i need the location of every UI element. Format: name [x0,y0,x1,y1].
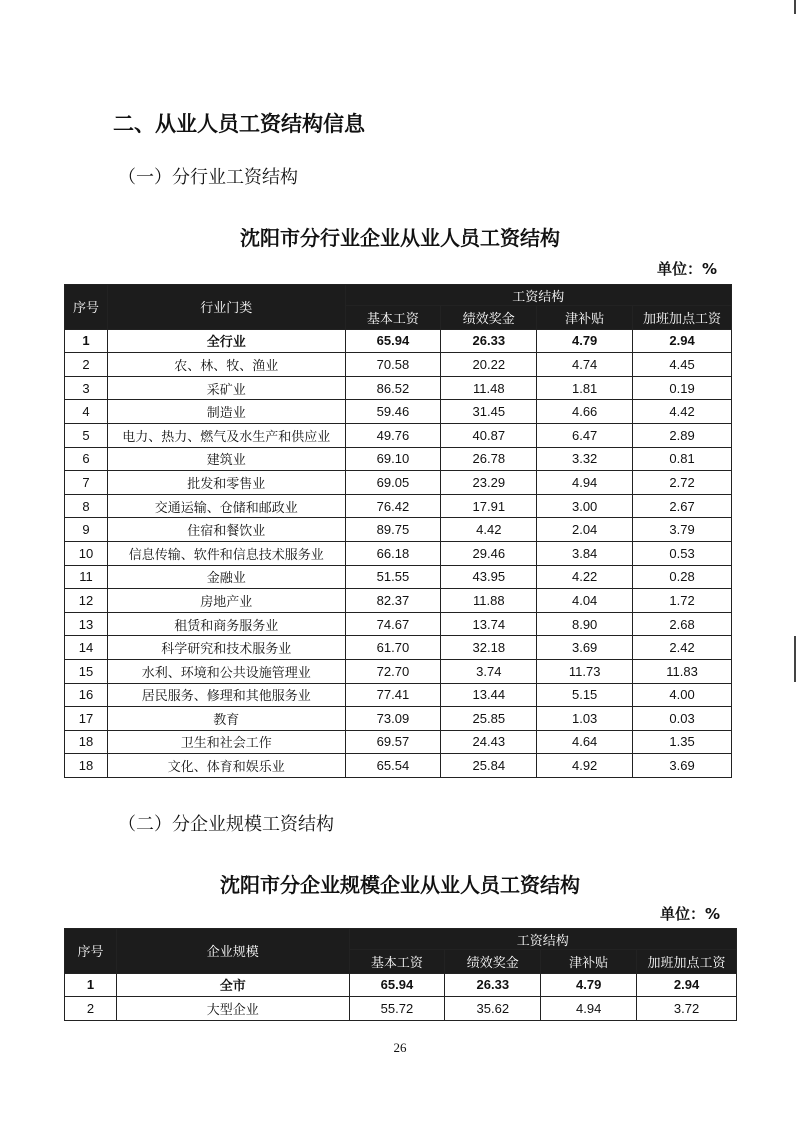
cell-category: 教育 [107,707,345,731]
cell-overtime: 0.28 [633,565,732,589]
cell-bonus: 29.46 [441,541,537,565]
cell-overtime: 0.81 [633,447,732,471]
table-row [65,730,732,754]
header-overtime-pay: 加班加点工资 [637,950,737,974]
cell-category: 电力、热力、燃气及水生产和供应业 [107,423,345,447]
cell-bonus: 4.42 [441,518,537,542]
table-row [65,447,732,471]
table-row [65,400,732,424]
cell-allowance: 4.94 [541,997,637,1021]
cell-basic: 72.70 [345,659,441,683]
cell-bonus: 3.74 [441,659,537,683]
cell-basic: 77.41 [345,683,441,707]
header-wage-structure: 工资结构 [349,929,737,950]
industry-wage-table [64,284,732,778]
cell-bonus: 25.84 [441,754,537,778]
header-wage-structure: 工资结构 [345,285,732,306]
cell-allowance: 4.66 [537,400,633,424]
cell-allowance: 2.04 [537,518,633,542]
cell-category: 居民服务、修理和其他服务业 [107,683,345,707]
cell-bonus: 31.45 [441,400,537,424]
cell-basic: 69.10 [345,447,441,471]
size-table-body [65,973,737,1020]
cell-category: 水利、环境和公共设施管理业 [107,659,345,683]
cell-bonus: 40.87 [441,423,537,447]
cell-bonus: 26.78 [441,447,537,471]
cell-category: 交通运输、仓储和邮政业 [107,494,345,518]
cell-category: 科学研究和技术服务业 [107,636,345,660]
table-row [65,683,732,707]
cell-overtime: 1.35 [633,730,732,754]
cell-seq: 8 [65,494,108,518]
table-row [65,329,732,353]
cell-bonus: 25.85 [441,707,537,731]
cell-seq: 9 [65,518,108,542]
scan-edge-mark [794,0,796,14]
scan-edge-mark [794,636,796,682]
table-row [65,423,732,447]
subsection-industry-heading: （一）分行业工资结构 [118,167,298,188]
header-seq: 序号 [65,929,117,974]
cell-allowance: 6.47 [537,423,633,447]
cell-overtime: 2.94 [633,329,732,353]
cell-bonus: 32.18 [441,636,537,660]
table-row [65,997,737,1021]
cell-category: 大型企业 [116,997,349,1021]
cell-allowance: 4.92 [537,754,633,778]
cell-seq: 2 [65,353,108,377]
cell-basic: 65.94 [345,329,441,353]
cell-seq: 3 [65,376,108,400]
table1-title: 沈阳市分行业企业从业人员工资结构 [240,226,560,250]
cell-basic: 59.46 [345,400,441,424]
cell-category: 信息传输、软件和信息技术服务业 [107,541,345,565]
cell-allowance: 3.00 [537,494,633,518]
cell-overtime: 0.19 [633,376,732,400]
cell-allowance: 3.84 [537,541,633,565]
cell-category: 全行业 [107,329,345,353]
cell-overtime: 4.45 [633,353,732,377]
cell-allowance: 1.03 [537,707,633,731]
cell-seq: 1 [65,329,108,353]
table-row [65,754,732,778]
cell-bonus: 17.91 [441,494,537,518]
header-basic-wage: 基本工资 [349,950,445,974]
cell-seq: 1 [65,973,117,997]
cell-seq: 5 [65,423,108,447]
cell-basic: 89.75 [345,518,441,542]
cell-category: 建筑业 [107,447,345,471]
cell-overtime: 2.89 [633,423,732,447]
enterprise-size-wage-table [64,928,737,1021]
cell-basic: 49.76 [345,423,441,447]
cell-category: 房地产业 [107,589,345,613]
cell-basic: 61.70 [345,636,441,660]
subsection-size-heading: （二）分企业规模工资结构 [118,814,334,835]
cell-bonus: 26.33 [441,329,537,353]
table-row [65,518,732,542]
cell-allowance: 3.69 [537,636,633,660]
table-row [65,353,732,377]
cell-basic: 82.37 [345,589,441,613]
header-performance-bonus: 绩效奖金 [441,306,537,330]
cell-overtime: 2.94 [637,973,737,997]
cell-category: 农、林、牧、渔业 [107,353,345,377]
cell-overtime: 0.03 [633,707,732,731]
cell-allowance: 11.73 [537,659,633,683]
cell-allowance: 4.74 [537,353,633,377]
table-row [65,612,732,636]
header-category: 企业规模 [116,929,349,974]
cell-bonus: 11.88 [441,589,537,613]
cell-seq: 18 [65,754,108,778]
cell-bonus: 35.62 [445,997,541,1021]
cell-seq: 12 [65,589,108,613]
cell-allowance: 4.94 [537,471,633,495]
cell-allowance: 4.22 [537,565,633,589]
cell-category: 全市 [116,973,349,997]
cell-basic: 86.52 [345,376,441,400]
cell-category: 文化、体育和娱乐业 [107,754,345,778]
cell-overtime: 2.42 [633,636,732,660]
industry-table-body [65,329,732,777]
cell-allowance: 5.15 [537,683,633,707]
header-performance-bonus: 绩效奖金 [445,950,541,974]
cell-overtime: 2.68 [633,612,732,636]
cell-basic: 65.94 [349,973,445,997]
cell-seq: 17 [65,707,108,731]
cell-bonus: 24.43 [441,730,537,754]
table2-unit: 单位：% [660,905,721,923]
cell-allowance: 4.79 [537,329,633,353]
cell-allowance: 4.04 [537,589,633,613]
header-seq: 序号 [65,285,108,330]
cell-basic: 65.54 [345,754,441,778]
cell-seq: 18 [65,730,108,754]
cell-bonus: 13.74 [441,612,537,636]
cell-basic: 66.18 [345,541,441,565]
cell-seq: 2 [65,997,117,1021]
header-allowance: 津补贴 [537,306,633,330]
cell-overtime: 0.53 [633,541,732,565]
cell-category: 卫生和社会工作 [107,730,345,754]
cell-category: 制造业 [107,400,345,424]
cell-allowance: 1.81 [537,376,633,400]
cell-basic: 51.55 [345,565,441,589]
cell-basic: 73.09 [345,707,441,731]
cell-seq: 10 [65,541,108,565]
cell-bonus: 23.29 [441,471,537,495]
table-row [65,659,732,683]
table1-unit: 单位：% [657,260,718,278]
cell-allowance: 3.32 [537,447,633,471]
table-row [65,636,732,660]
cell-allowance: 8.90 [537,612,633,636]
cell-seq: 13 [65,612,108,636]
cell-bonus: 20.22 [441,353,537,377]
cell-category: 批发和零售业 [107,471,345,495]
cell-overtime: 4.42 [633,400,732,424]
cell-category: 金融业 [107,565,345,589]
cell-seq: 15 [65,659,108,683]
cell-seq: 4 [65,400,108,424]
cell-allowance: 4.64 [537,730,633,754]
cell-basic: 70.58 [345,353,441,377]
table-row [65,541,732,565]
cell-seq: 14 [65,636,108,660]
table-row [65,707,732,731]
header-category: 行业门类 [107,285,345,330]
cell-bonus: 11.48 [441,376,537,400]
cell-basic: 69.05 [345,471,441,495]
section-heading: 二、从业人员工资结构信息 [113,112,365,136]
cell-seq: 7 [65,471,108,495]
cell-allowance: 4.79 [541,973,637,997]
header-overtime-pay: 加班加点工资 [633,306,732,330]
table-row [65,494,732,518]
table-row [65,589,732,613]
cell-overtime: 1.72 [633,589,732,613]
cell-bonus: 26.33 [445,973,541,997]
table-row [65,376,732,400]
cell-seq: 11 [65,565,108,589]
table-row [65,565,732,589]
cell-basic: 55.72 [349,997,445,1021]
cell-category: 采矿业 [107,376,345,400]
cell-overtime: 3.72 [637,997,737,1021]
header-basic-wage: 基本工资 [345,306,441,330]
cell-basic: 74.67 [345,612,441,636]
cell-overtime: 3.79 [633,518,732,542]
cell-overtime: 2.72 [633,471,732,495]
cell-overtime: 4.00 [633,683,732,707]
cell-basic: 76.42 [345,494,441,518]
page-number: 26 [393,1040,407,1055]
cell-overtime: 11.83 [633,659,732,683]
cell-category: 住宿和餐饮业 [107,518,345,542]
cell-bonus: 43.95 [441,565,537,589]
cell-seq: 16 [65,683,108,707]
cell-basic: 69.57 [345,730,441,754]
cell-overtime: 2.67 [633,494,732,518]
header-allowance: 津补贴 [541,950,637,974]
cell-bonus: 13.44 [441,683,537,707]
table-row [65,471,732,495]
table-row [65,973,737,997]
cell-category: 租赁和商务服务业 [107,612,345,636]
cell-overtime: 3.69 [633,754,732,778]
cell-seq: 6 [65,447,108,471]
table2-title: 沈阳市分企业规模企业从业人员工资结构 [220,873,580,897]
